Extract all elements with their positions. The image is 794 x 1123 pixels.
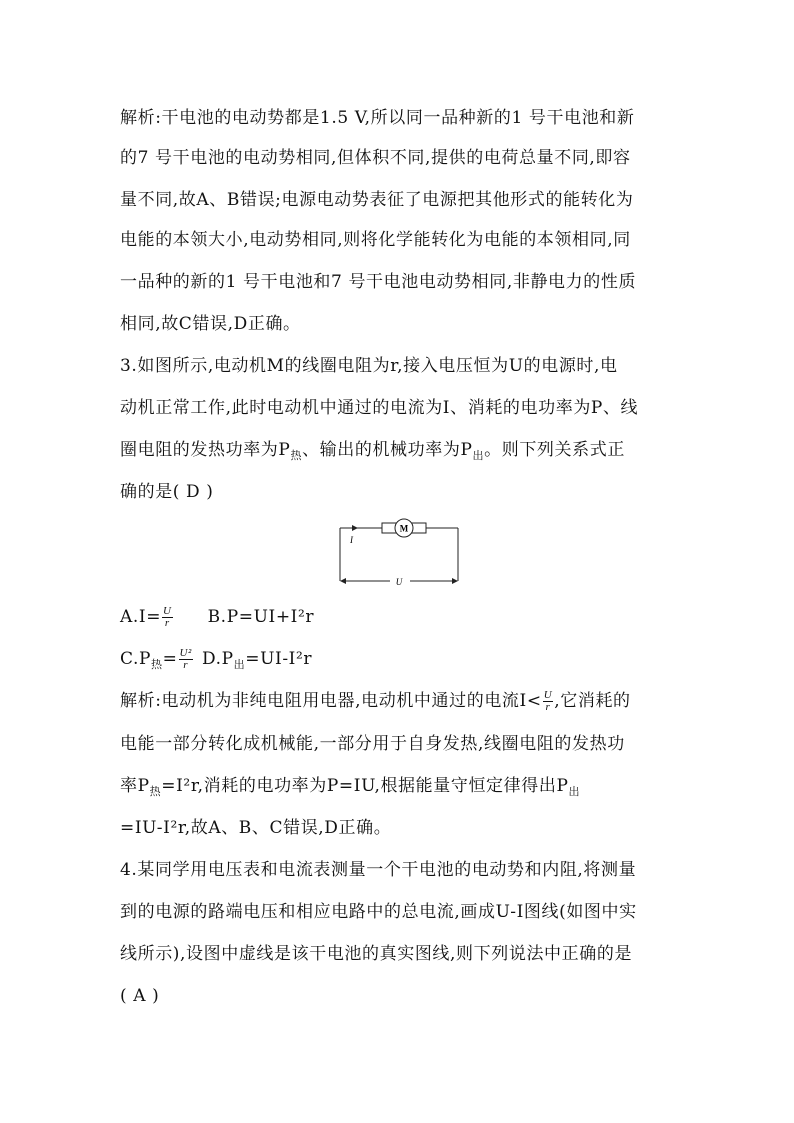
q3-options-ab — [120, 606, 680, 629]
para1-line-5: 一品种的新的1 号干电池和7 号干电池电动势相同,非静电力的性质 — [120, 272, 637, 292]
q4-line-3: 线所示),设图中虚线是该干电池的真实图线,则下列说法中正确的是 — [120, 944, 633, 964]
option-c-eq: = — [162, 649, 178, 669]
option-c-prefix: C.P — [120, 649, 152, 669]
para1-line-6: 相同,故C错误,D正确。 — [120, 314, 301, 334]
circuit-figure — [330, 515, 470, 595]
q4-line-2: 到的电源的路端电压和相应电路中的总电流,画成U-I图线(如图中实 — [120, 902, 637, 922]
q3-analysis-1a: 解析:电动机为非纯电阻用电器,电动机中通过的电流I< — [120, 691, 542, 711]
subscript-out: 出 — [472, 449, 485, 462]
para1-line-2: 的7 号干电池的电动势相同,但体积不同,提供的电荷总量不同,即容 — [120, 148, 631, 168]
option-a-fraction — [162, 606, 173, 629]
q3-analysis-fraction — [543, 690, 554, 713]
para1-line-1: 解析:干电池的电动势都是1.5 V,所以同一品种新的1 号干电池和新 — [120, 108, 635, 128]
para1-line-3: 量不同,故A、B错误;电源电动势表征了电源把其他形式的能转化为 — [120, 190, 634, 210]
q3-line-4: 确的是( D ) — [120, 482, 214, 502]
motor-label: M — [399, 523, 409, 534]
q3-analysis-3b: =I²r,消耗的电功率为P=IU,根据能量守恒定律得出P — [161, 776, 569, 796]
option-d-rest: =UI-I²r — [245, 649, 313, 669]
option-c-fraction — [179, 648, 193, 671]
current-arrow-icon — [352, 525, 358, 531]
option-a-prefix: A.I= — [120, 607, 162, 627]
q3-analysis-3a: 率P — [120, 776, 150, 796]
q3-line-1: 3.如图所示,电动机M的线圈电阻为r,接入电压恒为U的电源时,电 — [120, 356, 618, 376]
option-d-sub: 出 — [233, 658, 246, 671]
q4-line-4: ( A ) — [120, 986, 160, 1006]
q3-line-3-c: 。则下列关系式正 — [484, 440, 625, 460]
q3-line-3 — [120, 440, 680, 460]
q3-analysis-line-3 — [120, 776, 680, 796]
voltage-arrow-right-icon — [452, 578, 458, 584]
voltage-label: U — [395, 577, 403, 587]
q3-analysis-den: r — [545, 701, 551, 713]
q3-analysis-num: U — [543, 689, 553, 701]
option-a-den: r — [164, 617, 170, 629]
para1-line-4: 电能的本领大小,电动势相同,则将化学能转化为电能的本领相同,同 — [120, 230, 631, 250]
q3-line-3-a: 圈电阻的发热功率为P — [120, 440, 291, 460]
q3-options-cd — [120, 648, 680, 671]
q4-line-1: 4.某同学用电压表和电流表测量一个干电池的电动势和内阻,将测量 — [120, 860, 637, 880]
option-c-den: r — [183, 659, 189, 671]
q3-line-3-b: 、输出的机械功率为P — [302, 440, 473, 460]
q3-analysis-3-sub2: 出 — [568, 785, 581, 798]
current-label: I — [350, 535, 353, 545]
q3-analysis-line-1 — [120, 690, 680, 713]
circuit-diagram — [330, 515, 470, 595]
voltage-arrow-left-icon — [340, 578, 346, 584]
option-a-num: U — [163, 605, 172, 617]
q3-analysis-line-4: =IU-I²r,故A、B、C错误,D正确。 — [120, 818, 392, 838]
q3-line-2: 动机正常工作,此时电动机中通过的电流为I、消耗的电功率为P、线 — [120, 398, 639, 418]
q3-analysis-line-2: 电能一部分转化成机械能,一部分用于自身发热,线圈电阻的发热功 — [120, 734, 625, 754]
option-c-sub: 热 — [151, 658, 163, 671]
q3-analysis-1b: ,它消耗的 — [554, 691, 631, 711]
option-c-num: U² — [179, 647, 192, 659]
subscript-heat: 热 — [290, 449, 303, 462]
option-b: B.P=UI+I²r — [207, 607, 315, 627]
q3-analysis-3-sub: 热 — [149, 785, 162, 798]
option-d-prefix: D.P — [201, 649, 234, 669]
